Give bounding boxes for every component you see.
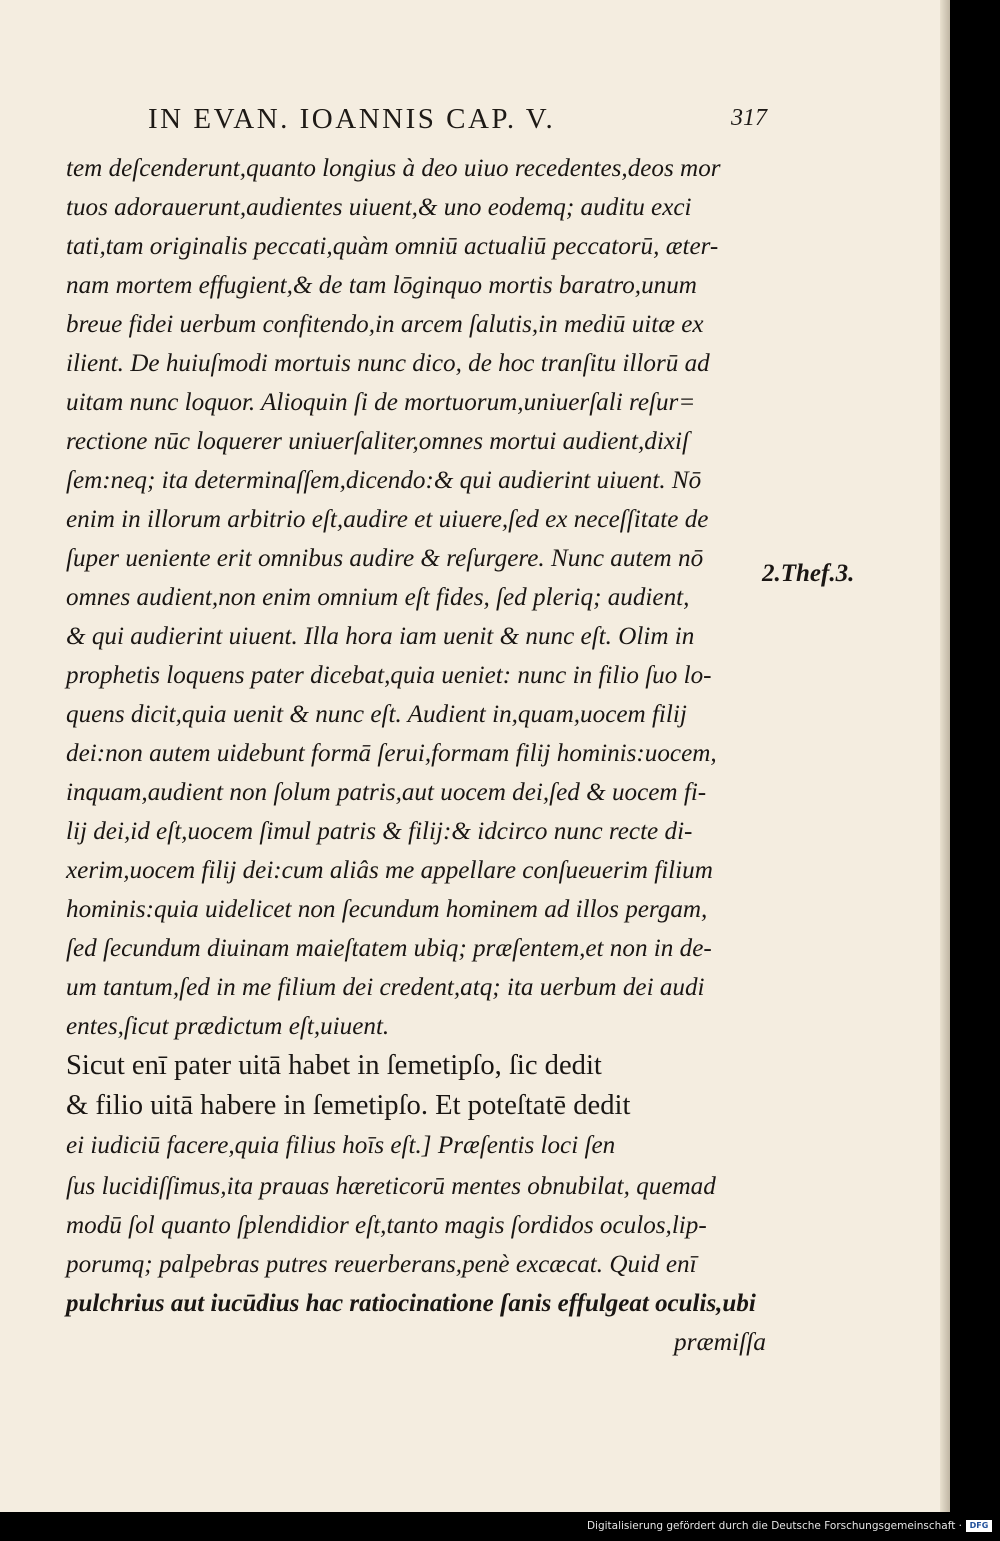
text-line: porumq; palpebras putres reuerberans,penè excæcat. Quid enī (66, 1249, 697, 1278)
running-head (148, 103, 788, 143)
text-line: entes,ſicut prædictum eſt,uiuent. (66, 1011, 390, 1040)
funding-credit: Digitalisierung gefördert durch die Deutsche Forschungsgemeinschaft · (586, 1520, 962, 1532)
text-line: lij dei,id eſt,uocem ſimul patris & filij:& idcirco nunc recte di- (66, 816, 693, 845)
text-line: nam mortem effugient,& de tam lōginquo mortis baratro,unum (66, 270, 697, 299)
text-line: hominis:quia uidelicet non ſecundum hominem ad illos pergam, (66, 894, 708, 923)
text-line: breue fidei uerbum confitendo,in arcem ſalutis,in mediū uitæ ex (66, 309, 704, 338)
text-line: prophetis loquens pater dicebat,quia ueniet: nunc in filio ſuo lo- (66, 660, 712, 689)
running-title: IN EVAN. IOANNIS CAP. V. (148, 103, 556, 135)
text-line: uitam nunc loquor. Alioquin ſi de mortuorum,uniuerſali reſur= (66, 387, 696, 416)
text-line: tuos adorauerunt,audientes uiuent,& uno eodemq; auditu exci (66, 192, 692, 221)
text-line: ſuper ueniente erit omnibus audire & reſurgere. Nunc autem nō (66, 543, 704, 572)
text-line: dei:non autem uidebunt formā ſerui,formam filij hominis:uocem, (66, 738, 717, 767)
text-line: xerim,uocem filij dei:cum aliâs me appellare conſueuerim filium (66, 855, 713, 884)
scan-border (950, 0, 1000, 1512)
text-line: inquam,audient non ſolum patris,aut uocem dei,ſed & uocem fi- (66, 777, 707, 806)
text-line: quens dicit,quia uenit & nunc eſt. Audient in,quam,uocem filij (66, 699, 687, 728)
page-edge (940, 0, 950, 1512)
text-line: ei iudiciū facere,quia filius hoīs eſt.] Præſentis loci ſen (66, 1130, 616, 1159)
text-line: ſed ſecundum diuinam maieſtatem ubiq; præſentem,et non in de- (66, 933, 712, 962)
margin-reference: 2.Thef.3. (762, 560, 855, 587)
text-line: ſus lucidiſſimus,ita prauas hæreticorū mentes obnubilat, quemad (66, 1171, 716, 1200)
text-line: rectione nūc loquerer uniuerſaliter,omnes mortui audient,dixiſ (66, 426, 689, 455)
text-line: um tantum,ſed in me filium dei credent,atq; ita uerbum dei audi (66, 972, 705, 1001)
lemma-line: Sicut enī pater uitā habet in ſemetipſo, ſic dedit (66, 1049, 602, 1081)
folio-number: 317 (731, 105, 767, 131)
dfg-logo: DFG (966, 1520, 992, 1532)
text-line: omnes audient,non enim omnium eſt fides, ſed pleriq; audient, (66, 582, 690, 611)
text-line: tati,tam originalis peccati,quàm omniū actualiū peccatorū, æter- (66, 231, 719, 260)
text-line: modū ſol quanto ſplendidior eſt,tanto magis ſordidos oculos,lip- (66, 1210, 707, 1239)
text-line: enim in illorum arbitrio eſt,audire et uiuere,ſed ex neceſſitate de (66, 504, 709, 533)
lemma-line: & filio uitā habere in ſemetipſo. Et poteſtatē dedit (66, 1089, 631, 1121)
catchword: præmiſſa (673, 1327, 766, 1356)
text-line: pulchrius aut iucūdius hac ratiocinatione ſanis effulgeat oculis,ubi (66, 1288, 756, 1317)
digitization-footer (0, 1512, 1000, 1541)
text-line: & qui audierint uiuent. Illa hora iam uenit & nunc eſt. Olim in (66, 621, 695, 650)
text-line: tem deſcenderunt,quanto longius à deo uiuo recedentes,deos mor (66, 153, 721, 182)
text-line: ilient. De huiuſmodi mortuis nunc dico, de hoc tranſitu illorū ad (66, 348, 710, 377)
text-line: ſem:neq; ita determinaſſem,dicendo:& qui audierint uiuent. Nō (66, 465, 702, 494)
